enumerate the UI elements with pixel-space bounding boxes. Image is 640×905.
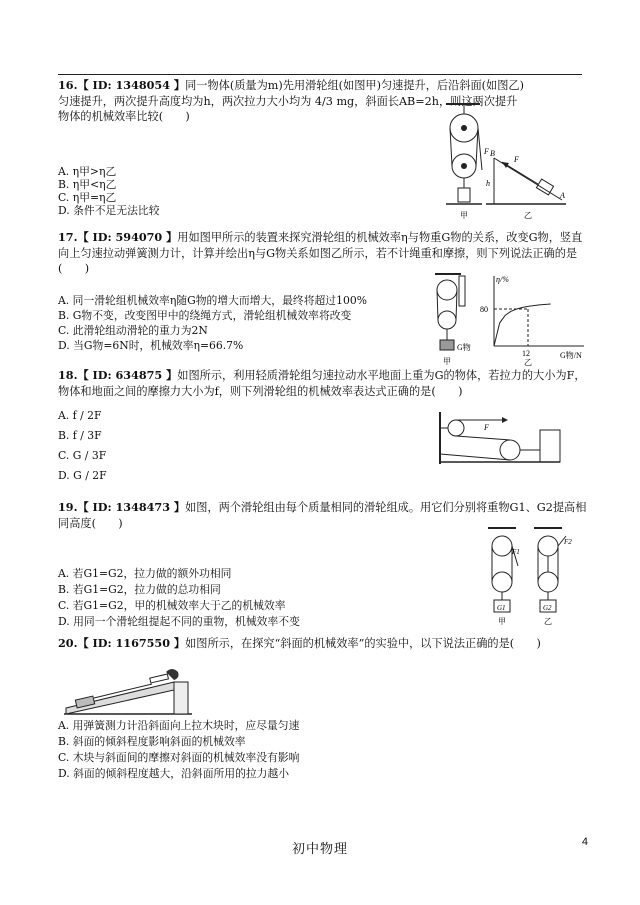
q19-yi-fixed-pulley [538, 536, 558, 556]
q19-option-c[interactable]: C. 若G1=G2，甲的机械效率大于乙的机械效率 [58, 599, 286, 612]
q17-option-c[interactable]: C. 此滑轮组动滑轮的重力为2N [58, 324, 208, 337]
q18-rope-1 [456, 436, 510, 440]
q17-x-tick-12: 12 [522, 349, 530, 358]
q17-y-axis-label: η/% [496, 275, 509, 284]
q17-x-axis-label: G物/N [560, 351, 582, 360]
q18-option-a[interactable]: A. f / 2F [58, 409, 102, 422]
question-16-number: 16.【 ID: 1348054 】 [58, 78, 186, 92]
q16-caption-jia: 甲 [460, 211, 468, 220]
q17-load-label: G物 [457, 343, 471, 352]
q19-caption-jia: 甲 [498, 617, 506, 626]
question-20-number: 20.【 ID: 1167550 】 [58, 636, 186, 650]
q18-moving-pulley [500, 440, 520, 460]
q17-chart [480, 270, 590, 366]
q17-option-d[interactable]: D. 当G物=6N时，机械效率η=66.7% [58, 339, 244, 352]
page-number: 4 [581, 836, 588, 848]
q20-option-d[interactable]: D. 斜面的倾斜程度越大，沿斜面所用的拉力越小 [58, 767, 290, 780]
q16-option-b[interactable]: B. η甲<η乙 [58, 178, 117, 191]
q20-option-a[interactable]: A. 用弹簧测力计沿斜面向上拉木块时，应尽量匀速 [58, 719, 300, 732]
q17-option-a[interactable]: A. 同一滑轮组机械效率η随G物的增大而增大，最终将超过100% [58, 294, 367, 307]
question-19-number: 19.【 ID: 1348473 】 [58, 500, 186, 514]
q17-moving-pulley [438, 311, 456, 329]
q20-option-c[interactable]: C. 木块与斜面间的摩擦对斜面的机械效率没有影响 [58, 751, 300, 764]
q19-g1-label: G1 [497, 604, 506, 612]
q17-spring-scale [459, 276, 465, 306]
q18-option-c[interactable]: C. G / 3F [58, 449, 107, 462]
q16-rope-free [478, 128, 482, 170]
q19-option-a[interactable]: A. 若G1=G2，拉力做的额外功相同 [58, 567, 232, 580]
page-footer: 初中物理 [291, 842, 348, 857]
q16-load [458, 188, 470, 202]
question-20-stem [58, 636, 588, 652]
q16-option-c[interactable]: C. η甲=η乙 [58, 191, 117, 204]
q19-f1-label: F1 [512, 548, 520, 556]
q18-force-arrow [502, 417, 508, 423]
q16-caption-yi: 乙 [524, 211, 532, 220]
q20-figure [62, 662, 194, 720]
q18-rope-2 [440, 454, 510, 460]
question-17-number: 17.【 ID: 594070 】 [58, 230, 178, 244]
q19-option-d[interactable]: D. 用同一个滑轮组提起不同的重物，机械效率不变 [58, 615, 300, 628]
question-18-number: 18.【 ID: 634875 】 [58, 368, 178, 382]
q16-figure [438, 100, 568, 222]
q18-block [540, 430, 560, 462]
q20-incline-board [66, 682, 174, 714]
question-16-text: 同一物体(质量为m)先用滑轮组(如图甲)匀速提升，后沿斜面(如图乙)匀速提升，两次提升高度均为h，两次拉力大小均为 4/3 mg，斜面长AB=2h，则这两次提升物体的机械效率比较( ) [58, 79, 524, 123]
q16-point-a: A [560, 191, 565, 200]
question-17-text: 用如图甲所示的装置来探究滑轮组的机械效率η与物重G物的关系，改变G物，竖直向上匀速拉动弹簧测力计，计算并绘出η与G物关系如图乙所示，若不计绳重和摩擦，则下列说法正确的是( ) [58, 231, 583, 275]
header-rule [58, 74, 582, 75]
question-18 [58, 368, 588, 482]
q19-yi-moving-pulley [538, 572, 558, 592]
q19-figure [486, 524, 576, 628]
q17-efficiency-curve [494, 304, 551, 346]
question-19-text: 如图，两个滑轮组由每个质量相同的滑轮组成。用它们分别将重物G1、G2提高相同高度( ) [58, 501, 587, 530]
q20-option-b[interactable]: B. 斜面的倾斜程度影响斜面的机械效率 [58, 735, 246, 748]
q17-option-b[interactable]: B. G物不变，改变图甲中的绕绳方式，滑轮组机械效率将改变 [58, 309, 352, 322]
q16-force-label-left: F [484, 147, 489, 156]
q19-f2-label: F2 [564, 538, 572, 546]
q16-slope-block [536, 179, 553, 195]
q16-point-b: B [490, 149, 495, 158]
q17-y-tick-80: 80 [480, 305, 488, 314]
question-18-text: 如图所示，利用轻质滑轮组匀速拉动水平地面上重为G的物体，若拉力的大小为F，物体和地面之间的摩擦力大小为f，则下列滑轮组的机械效率表达式正确的是( ) [58, 369, 586, 398]
q18-option-b[interactable]: B. f / 3F [58, 429, 102, 442]
q19-jia-moving-pulley [492, 572, 512, 592]
question-20 [58, 636, 588, 780]
q18-figure [432, 408, 562, 466]
question-18-stem [58, 368, 588, 399]
q18-fixed-pulley [448, 420, 464, 436]
q19-caption-yi: 乙 [544, 617, 552, 626]
q17-apparatus [425, 268, 485, 366]
q20-support-block [174, 682, 188, 714]
q17-fixed-pulley [437, 280, 457, 300]
q16-height-label: h [486, 179, 490, 188]
q17-caption-yi: 乙 [524, 358, 532, 366]
q20-spring-scale [150, 674, 169, 683]
q16-force-label-right: F [514, 155, 519, 164]
q18-force-label: F [484, 423, 489, 432]
q16-option-d[interactable]: D. 条件不足无法比较 [58, 204, 160, 217]
q17-caption-jia: 甲 [443, 357, 451, 366]
q16-option-a[interactable]: A. η甲>η乙 [58, 165, 117, 178]
q16-moving-pulley-axle [461, 163, 467, 169]
q19-g2-label: G2 [543, 604, 552, 612]
q17-load [440, 340, 454, 350]
question-20-text: 如图所示，在探究“斜面的机械效率”的实验中，以下说法正确的是( ) [185, 637, 541, 650]
q19-jia-fixed-pulley [492, 536, 512, 556]
q18-option-d[interactable]: D. G / 2F [58, 469, 107, 482]
q16-fixed-pulley-axle [461, 125, 467, 131]
q19-option-b[interactable]: B. 若G1=G2，拉力做的总功相同 [58, 583, 221, 596]
